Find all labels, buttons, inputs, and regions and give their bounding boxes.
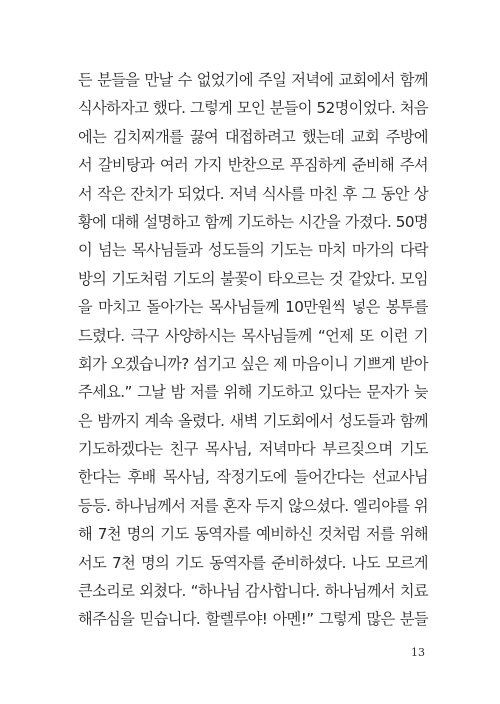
text-line: 드렸다. 극구 사양하시는 목사님들께 “언제 또 이런 기 [78,326,428,345]
page-number: 13 [411,646,425,659]
body-text [78,66,428,634]
text-line: 을 마치고 돌아가는 목사님들께 10만원씩 넣은 봉투를 [78,298,428,317]
text-line: 든 분들을 만날 수 없었기에 주일 저녁에 교회에서 함께 [78,71,428,89]
text-line: 황에 대해 설명하고 함께 기도하는 시간을 가졌다. 50명 [78,212,428,231]
text-line: 기도하겠다는 친구 목사님, 저녁마다 부르짖으며 기도 [78,440,428,459]
text-line: 등등. 하나님께서 저를 혼자 두지 않으셨다. 엘리야를 위 [78,496,428,515]
text-line: 서 작은 잔치가 되었다. 저녁 식사를 마친 후 그 동안 상 [78,184,428,203]
text-line: 이 넘는 목사님들과 성도들의 기도는 마치 마가의 다락 [78,241,428,260]
text-line: 방의 기도처럼 기도의 불꽃이 타오르는 것 같았다. 모임 [78,269,428,288]
text-line: 회가 오겠습니까? 섬기고 싶은 제 마음이니 기쁘게 받아 [78,354,428,373]
text-line: 큰소리로 외쳤다. “하나님 감사합니다. 하나님께서 치료 [78,582,428,601]
text-line: 에는 김치찌개를 끓여 대접하려고 했는데 교회 주방에 [78,127,428,146]
text-line: 서 갈비탕과 여러 가지 반찬으로 푸짐하게 준비해 주셔 [78,156,428,175]
text-line: 주세요.” 그날 밤 저를 위해 기도하고 있다는 문자가 늦 [78,383,428,402]
text-line: 해 7천 명의 기도 동역자를 예비하신 것처럼 저를 위해 [78,525,428,544]
text-line: 은 밤까지 계속 올렸다. 새벽 기도회에서 성도들과 함께 [78,411,428,430]
text-line: 식사하자고 했다. 그렇게 모인 분들이 52명이었다. 처음 [78,99,428,118]
text-line: 한다는 후배 목사님, 작정기도에 들어간다는 선교사님 [78,468,428,487]
text-line: 해주심을 믿습니다. 할렐루야! 아멘!” 그렇게 많은 분들 [78,610,428,629]
text-line: 서도 7천 명의 기도 동역자를 준비하셨다. 나도 모르게 [78,553,428,572]
